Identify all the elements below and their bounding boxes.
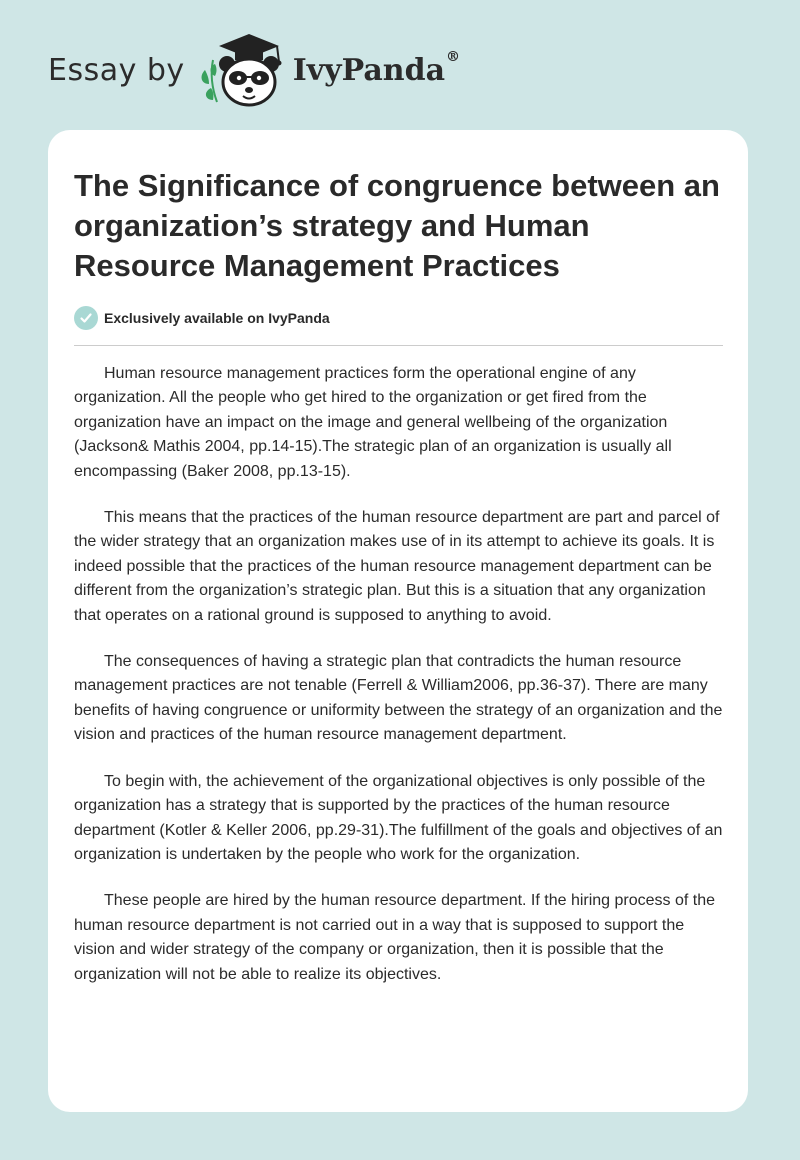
paragraph-1: Human resource management practices form the operational engine of any organization. All the people who get hired to the organization or get fired from the organization have an impact on the image and general wellbeing of the organization (Jackson& Mathis 2004, pp.14-15).The strategic plan of an organization is usually all encompassing (Baker 2008, pp.13-15).: [74, 365, 672, 480]
essay-card: [48, 130, 748, 1112]
paragraph-4: To begin with, the achievement of the organizational objectives is only possible of the organization has a strategy that is supported by the practices of the human resource department (Kotler & Keller 2006, pp.29-31).The fulfillment of the goals and objectives of an organization is undertaken by the people who work for the organization.: [74, 772, 723, 863]
essay-title: The Significance of congruence between an organization’s strategy and Human Resource Management Practices: [74, 168, 720, 283]
paragraph-5: These people are hired by the human resource department. If the hiring process of the human resource department is not carried out in a way that is supposed to support the vision and wider strategy of the company or organization, then it is possible that the organization will not be able to realize its objectives.: [74, 892, 716, 983]
essay-body: [74, 362, 724, 1009]
site-header: [48, 30, 460, 110]
brand-name[interactable]: IvyPanda®: [292, 48, 461, 88]
paragraph-2: This means that the practices of the human resource department are part and parcel of the wider strategy that an organization makes use of in its attempt to achieve its goals. It is indeed possible that the practices of the human resource management department can be different from the organization’s strategic plan. But this is a situation that any organization that operates on a rational ground is supposed to anything to avoid.: [74, 509, 720, 624]
paragraph-3: The consequences of having a strategic plan that contradicts the human resource management practices are not tenable (Ferrell & William2006, pp.36-37). There are many benefits of having congruence or uniformity between the strategy of an organization and the vision and practices of the human resource management department.: [74, 653, 723, 744]
registered-mark: ®: [446, 48, 461, 65]
exclusive-badge: [74, 306, 330, 330]
panda-logo-icon[interactable]: [197, 30, 287, 110]
exclusive-badge-label: Exclusively available on IvyPanda: [104, 310, 330, 326]
check-icon: [74, 306, 98, 330]
essay-by-label: Essay by: [48, 52, 185, 88]
title-divider: [74, 345, 723, 346]
